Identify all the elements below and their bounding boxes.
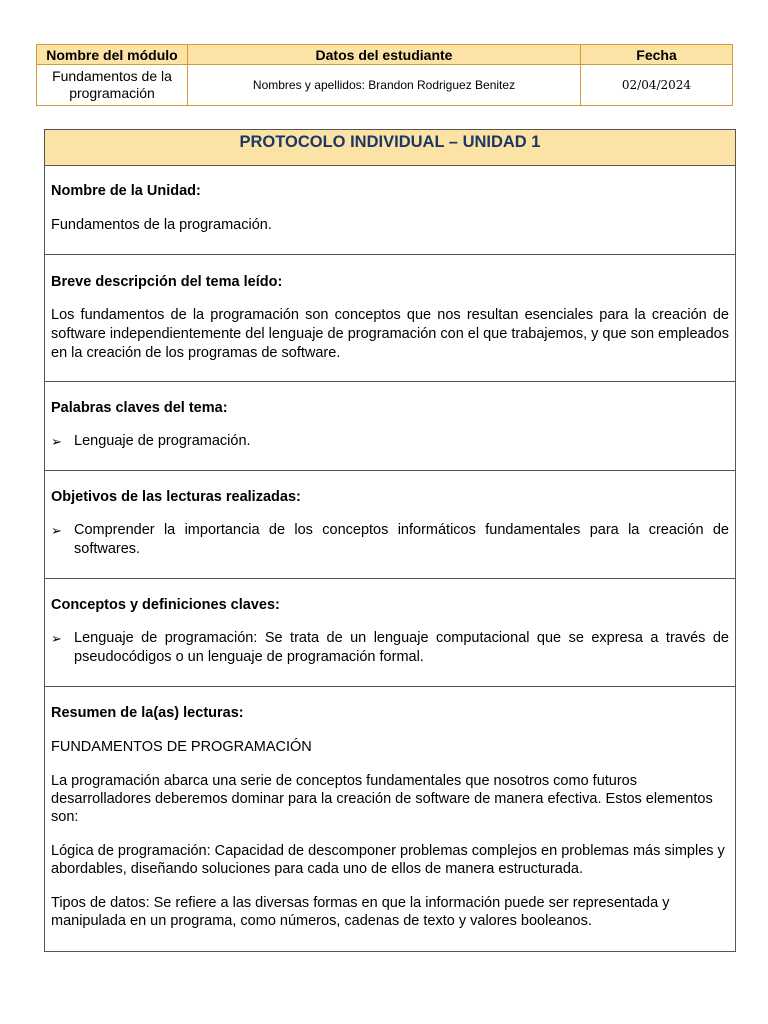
description-section — [45, 255, 735, 382]
unit-name-heading: Nombre de la Unidad: — [51, 183, 201, 199]
module-heading: Nombre del módulo — [37, 45, 188, 65]
objective-text: Comprender la importancia de los conceptos informáticos fundamentales para la creación de softwares. — [74, 522, 729, 557]
keywords-section — [45, 382, 735, 471]
description-heading: Breve descripción del tema leído: — [51, 274, 283, 290]
objectives-section — [45, 471, 735, 579]
summary-paragraph-3: Tipos de datos: Se refiere a las diversas formas en que la información puede ser representada y manipulada en un programa, como números, cadenas de texto y valores booleanos. — [51, 895, 670, 929]
description-text: Los fundamentos de la programación son conceptos que nos resultan esenciales para la creación de software independientemente del lenguaje de programación con el que trabajemos, y que son empleados en la creación de los programas de software. — [51, 307, 729, 361]
list-item — [51, 432, 729, 451]
student-heading: Datos del estudiante — [188, 45, 581, 65]
summary-paragraph-1: La programación abarca una serie de conceptos fundamentales que nosotros como futuros desarrolladores deberemos dominar para la creación de software de manera efectiva. Estos elementos son: — [51, 773, 713, 825]
header-table — [36, 44, 733, 106]
arrowhead-bullet-icon: ➢ — [51, 523, 62, 538]
summary-title: FUNDAMENTOS DE PROGRAMACIÓN — [51, 739, 312, 755]
summary-heading: Resumen de la(as) lecturas: — [51, 705, 244, 721]
concepts-section — [45, 579, 735, 687]
student-data-cell: Nombres y apellidos: Brandon Rodriguez Benitez — [188, 65, 581, 106]
keywords-heading: Palabras claves del tema: — [51, 400, 228, 416]
summary-paragraph-2: Lógica de programación: Capacidad de descomponer problemas complejos en problemas más simples y abordables, diseñando soluciones para cada uno de ellos de manera estructurada. — [51, 843, 725, 877]
module-name-line2: programación — [69, 85, 155, 101]
arrowhead-bullet-icon: ➢ — [51, 631, 62, 646]
arrowhead-bullet-icon: ➢ — [51, 434, 62, 449]
protocol-box — [44, 129, 736, 952]
objectives-heading: Objetivos de las lecturas realizadas: — [51, 489, 301, 505]
unit-name-section — [45, 166, 735, 255]
concepts-heading: Conceptos y definiciones claves: — [51, 597, 280, 613]
list-item — [51, 521, 729, 559]
module-name-cell — [37, 65, 188, 106]
unit-name-value: Fundamentos de la programación. — [51, 217, 272, 233]
protocol-title: PROTOCOLO INDIVIDUAL – UNIDAD 1 — [45, 130, 735, 166]
date-cell: 02/04/2024 — [581, 65, 733, 106]
keyword-text: Lenguaje de programación. — [74, 433, 251, 449]
date-heading: Fecha — [581, 45, 733, 65]
summary-section — [45, 687, 735, 930]
concept-text: Lenguaje de programación: Se trata de un lenguaje computacional que se expresa a través de pseudocódigos o un lenguaje de programación formal. — [74, 630, 729, 665]
module-name-line1: Fundamentos de la — [52, 68, 172, 84]
list-item — [51, 629, 729, 667]
